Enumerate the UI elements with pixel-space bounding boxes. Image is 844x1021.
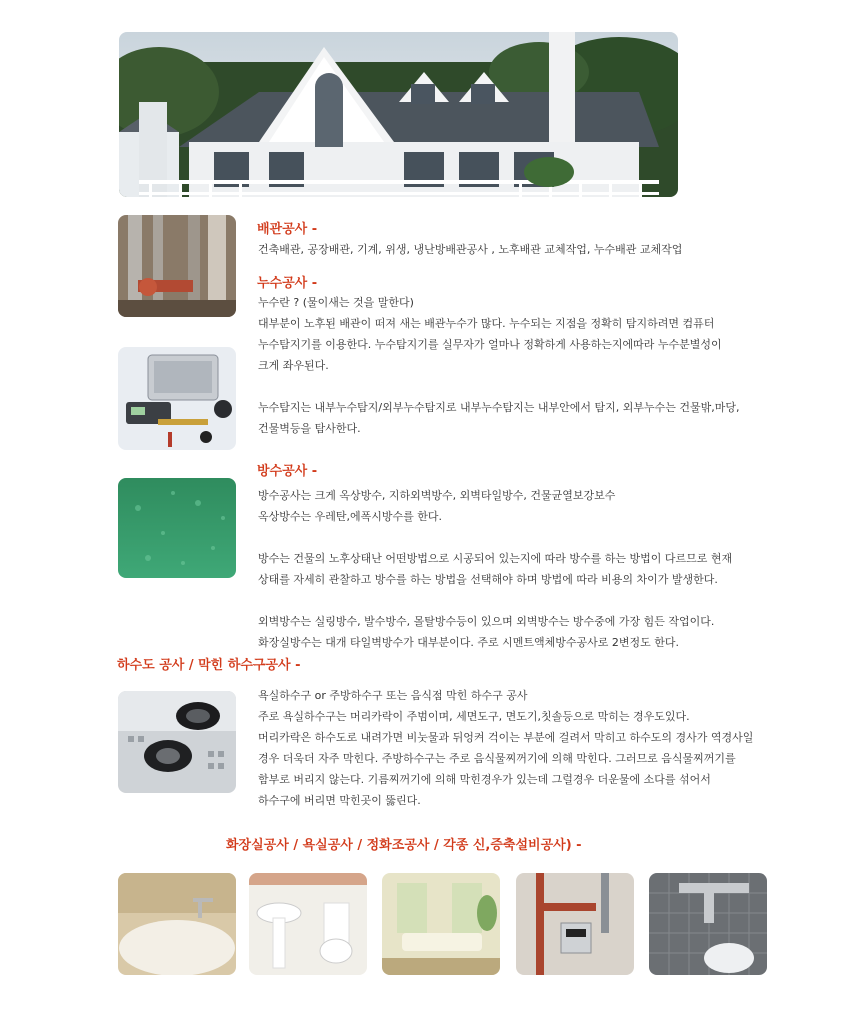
section-heading-sewer: 하수도 공사 / 막힌 하수구공사 - (117, 658, 301, 673)
text-line (258, 376, 739, 397)
drain-cleaning-photo (118, 691, 236, 793)
text-line: 하수구에 버리면 막힌곳이 뚫린다. (258, 794, 421, 807)
text-line: 누수란 ? (물이새는 것을 말한다) (258, 296, 414, 309)
section-body-waterproof (258, 485, 732, 653)
text-line: 크게 좌우된다. (258, 359, 329, 372)
text-line: 주로 욕실하수구는 머리카락이 주범이며, 세면도구, 면도기,칫솔등으로 막히는 경우도있다. (258, 710, 690, 723)
sink-toilet-photo (249, 873, 367, 975)
text-line (258, 590, 732, 611)
leak-detector-photo (118, 347, 236, 450)
pipes-meter-photo (516, 873, 634, 975)
text-line: 누수탐지는 내부누수탐지/외부누수탐지로 내부누수탐지는 내부안에서 탐지, 외부누수는 건물밖,마당, (258, 401, 740, 414)
section-body-sewer (258, 685, 753, 811)
text-line: 방수는 건물의 노후상태난 어떤방법으로 시공되어 있는지에 따라 방수를 하는 방법이 다르므로 현재 (258, 552, 733, 565)
section-heading-pipe: 배관공사 - (257, 222, 318, 237)
section-heading-waterproof: 방수공사 - (257, 464, 318, 479)
text-line: 상태를 자세히 관찰하고 방수를 하는 방법을 선택해야 하며 방법에 따라 비용의 차이가 발생한다. (258, 573, 718, 586)
living-room-photo (382, 873, 500, 975)
text-line: 경우 더욱더 자주 막힌다. 주방하수구는 주로 음식물찌꺼기에 의해 막힌다. 그러므로 음식물찌꺼기를 (258, 752, 736, 765)
text-line: 대부분이 노후된 배관이 떠져 새는 배관누수가 많다. 누수되는 지점을 정확히 탐지하려면 컴퓨터 (258, 317, 715, 330)
section-body-leak (258, 292, 739, 439)
text-line: 방수공사는 크게 옥상방수, 지하외벽방수, 외벽타일방수, 건물균열보강보수 (258, 489, 616, 502)
text-line: 머리카락은 하수도로 내려가면 비눗물과 뒤엉켜 걱이는 부분에 걸려서 막히고 하수도의 경사가 역경사일 (258, 731, 754, 744)
text-line: 옥상방수는 우레탄,에폭시방수를 한다. (258, 510, 443, 523)
text-line: 화장실방수는 대개 타일벽방수가 대부분이다. 주로 시멘트액체방수공사로 2변정도 한다. (258, 636, 680, 649)
pipe-work-photo (118, 215, 236, 317)
waterproof-surface-photo (118, 478, 236, 578)
house-illustration (119, 32, 678, 197)
urinal-tile-photo (649, 873, 767, 975)
text-line: 함부로 버리지 않는다. 기름찌꺼기에 의해 막힌경우가 있는데 그럴경우 더운물에 소다를 섞어서 (258, 773, 711, 786)
text-line: 욕실하수구 or 주방하수구 또는 음식점 막힌 하수구 공사 (258, 689, 528, 702)
text-line: 외벽방수는 실링방수, 발수방수, 몰탈방수등이 있으며 외벽방수는 방수중에 가장 힘든 작업이다. (258, 615, 715, 628)
text-line (258, 527, 732, 548)
text-line: 건물벽등을 탐사한다. (258, 422, 361, 435)
hero-house-photo (119, 32, 678, 197)
text-line: 건축배관, 공장배관, 기계, 위생, 냉난방배관공사 , 노후배관 교체작업, 누수배관 교체작업 (258, 243, 683, 256)
section-heading-bath: 화장실공사 / 욕실공사 / 정화조공사 / 각종 신,증축설비공사) - (226, 838, 582, 853)
section-body-pipe (258, 239, 682, 260)
bathtub-photo (118, 873, 236, 975)
section-heading-leak: 누수공사 - (257, 276, 318, 291)
text-line: 누수탐지기를 이용한다. 누수탐지기를 실무자가 얼마나 정확하게 사용하는지에따라 누수분별성이 (258, 338, 722, 351)
